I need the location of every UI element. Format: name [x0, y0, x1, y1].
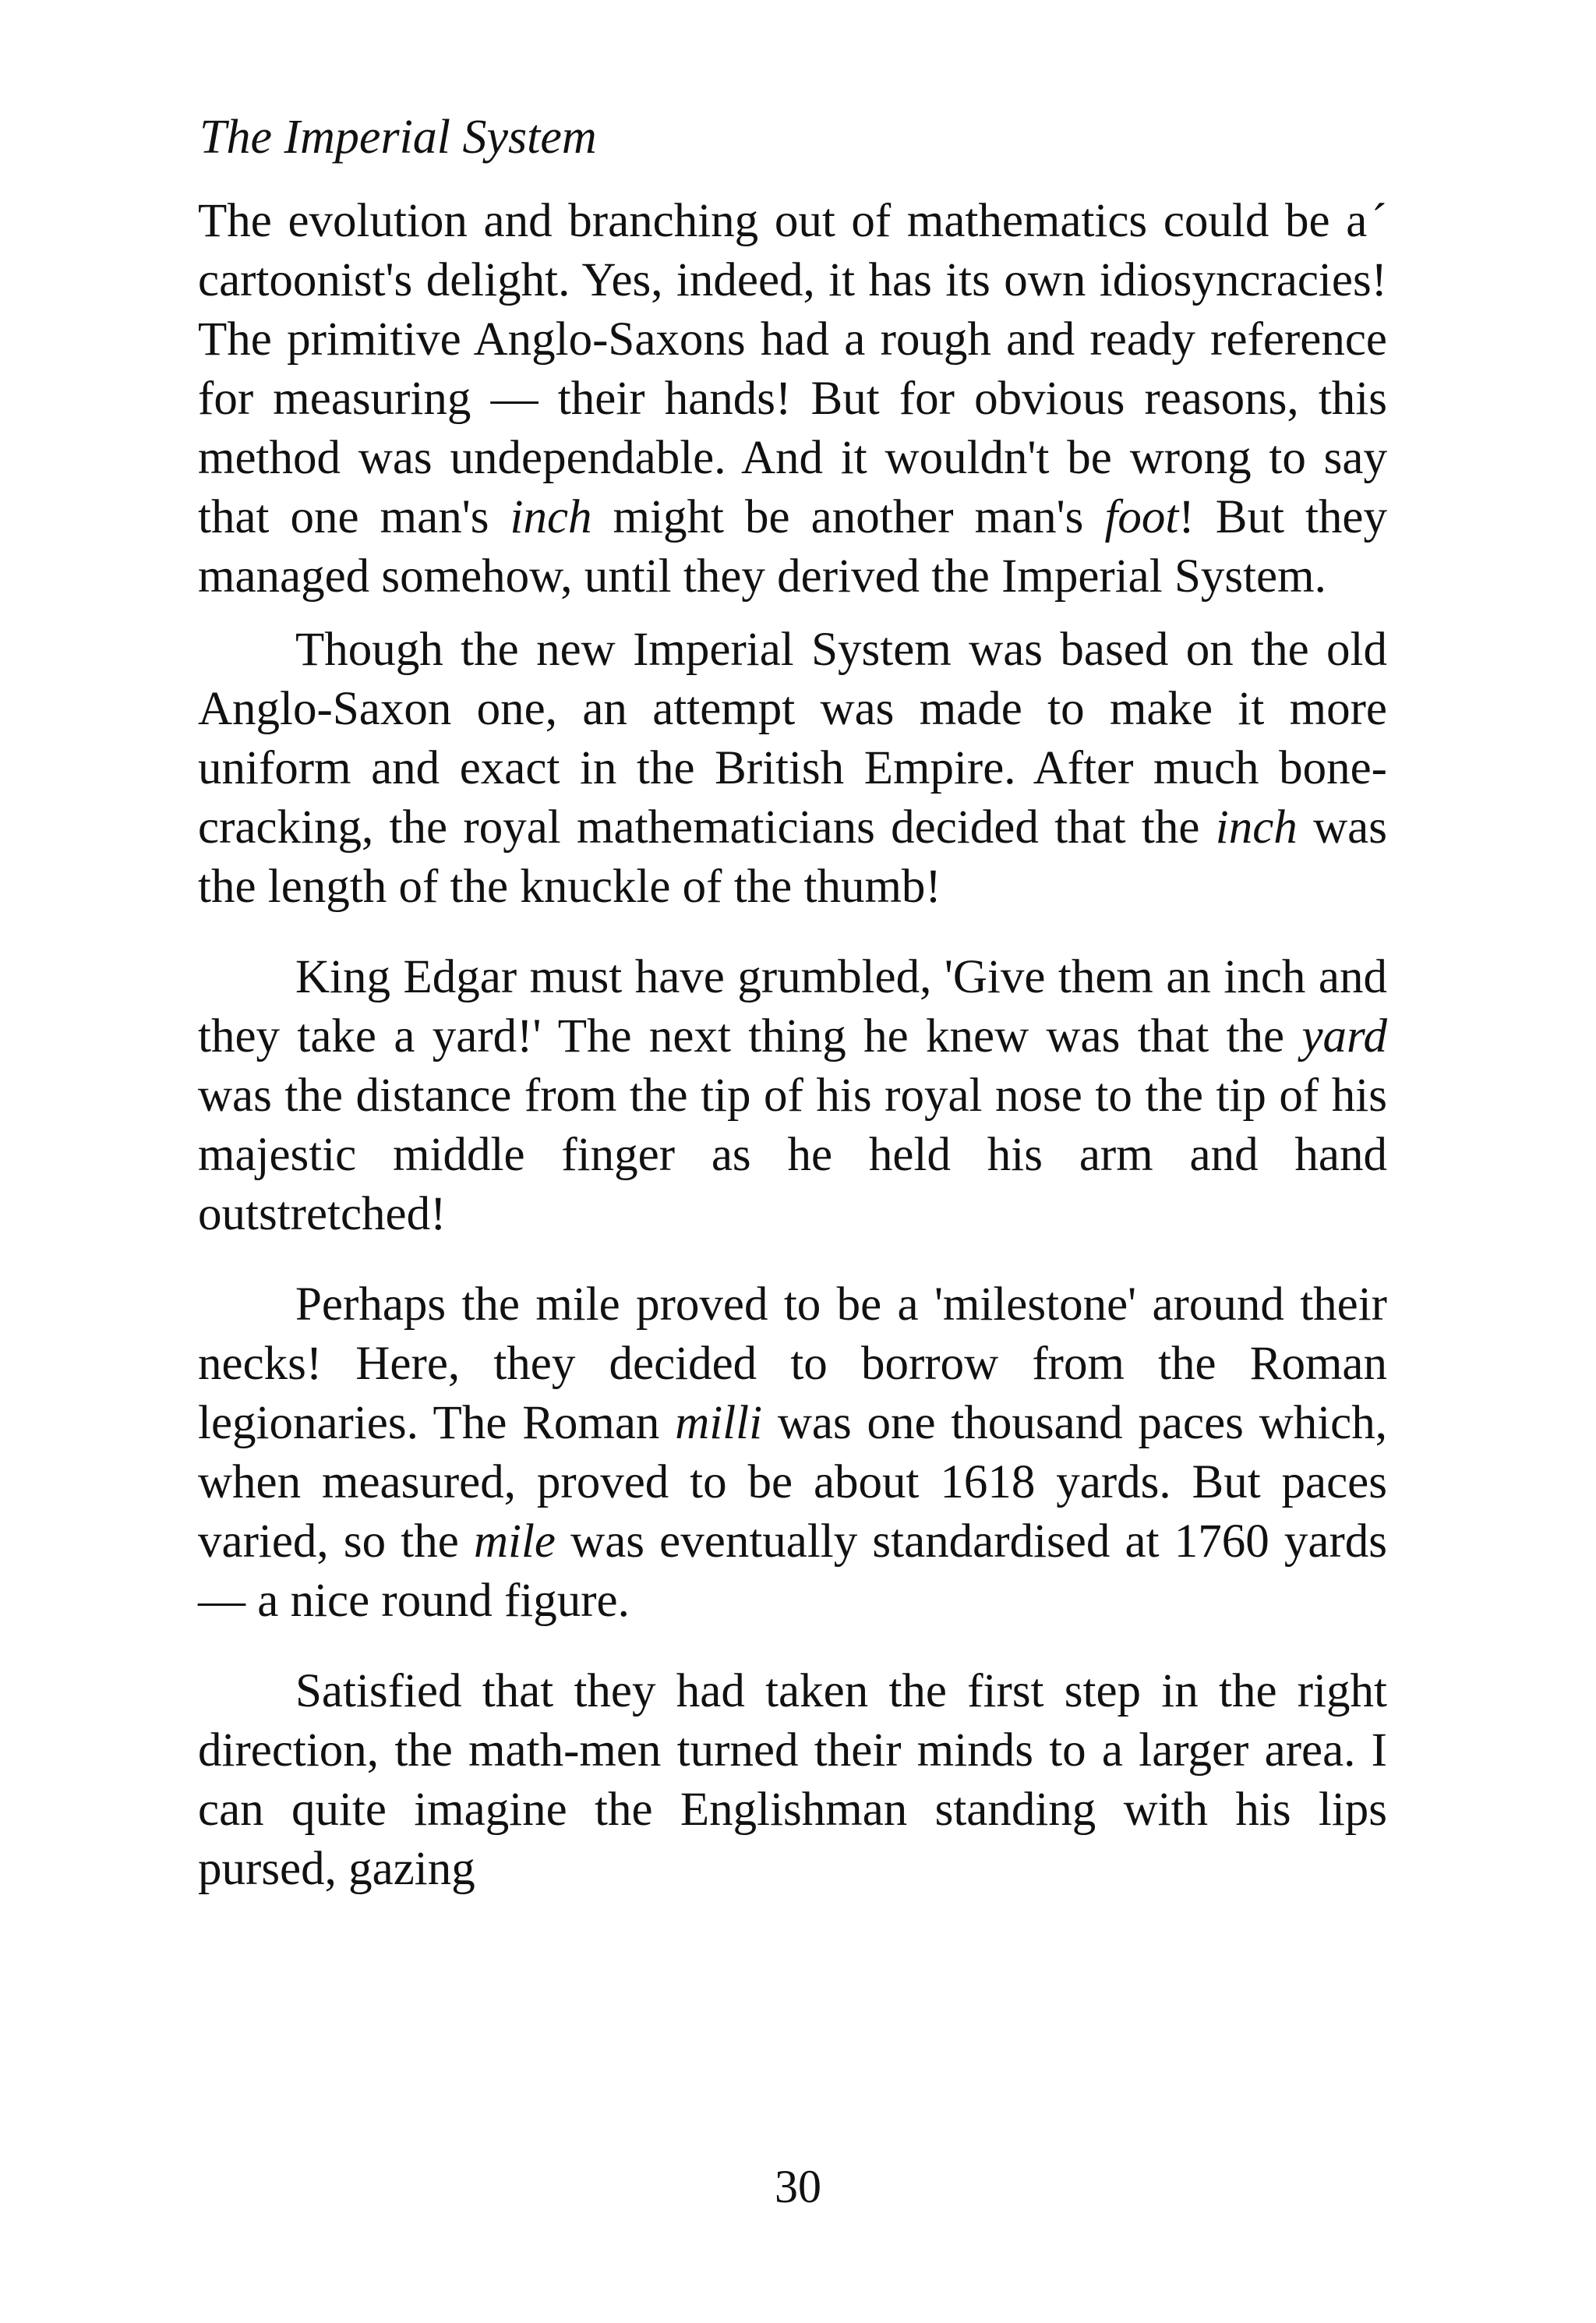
- italic-term-yard: yard: [1301, 1010, 1387, 1062]
- text-segment: King Edgar must have grumbled, 'Give them an inch and they take a yard!' The next thing he knew was that the: [198, 951, 1387, 1062]
- text-segment: The evolution and branching out of mathematics could be aˊ cartoonist's delight. Yes, indeed, it has its own idiosyncracies! The primitive Anglo-Saxons had a rough and ready reference for measuring — their hands! But for obvious reasons, this method was undependable. And it wouldn't be wrong to say that one man's: [198, 195, 1387, 543]
- italic-term-inch: inch: [1215, 801, 1298, 854]
- italic-term-foot: foot: [1104, 491, 1179, 543]
- paragraph-5: [198, 1662, 1387, 1899]
- paragraph-3: [198, 948, 1387, 1244]
- body-text: [198, 192, 1387, 1899]
- text-segment: was one thousand paces which, when measured, proved to be about 1618 yards. But paces varied, so the: [198, 1397, 1388, 1568]
- text-segment: Satisfied that they had taken the first step in the right direction, the math-men turned their minds to a larger area. I can quite imagine the Englishman standing with his lips pursed, gazing: [198, 1665, 1387, 1895]
- text-segment: ! But they managed somehow, until they derived the Imperial System.: [198, 491, 1387, 603]
- text-segment: was the length of the knuckle of the thumb!: [198, 801, 1387, 913]
- text-segment: might be another man's: [591, 491, 1105, 543]
- italic-term-milli: milli: [675, 1397, 763, 1449]
- text-segment: was the distance from the tip of his royal nose to the tip of his majestic middle finger as he held his arm and hand outstretched!: [198, 1070, 1387, 1240]
- paragraph-2: [198, 621, 1387, 917]
- italic-term-inch: inch: [510, 491, 592, 543]
- paragraph-4: [198, 1275, 1387, 1631]
- section-heading: The Imperial System: [200, 111, 597, 164]
- italic-term-mile: mile: [473, 1515, 556, 1568]
- page-number: 30: [775, 2161, 821, 2212]
- text-segment: Though the new Imperial System was based on the old Anglo-Saxon one, an attempt was made to make it more uniform and exact in the British Empire. After much bone-cracking, the royal mathematicians decided that the: [198, 624, 1387, 854]
- text-segment: Perhaps the mile proved to be a 'milestone' around their necks! Here, they decided to borrow from the Roman legionaries. The Roman: [198, 1278, 1387, 1449]
- text-segment: was eventually standardised at 1760 yards — a nice round figure.: [198, 1515, 1387, 1627]
- paragraph-1: [198, 192, 1387, 606]
